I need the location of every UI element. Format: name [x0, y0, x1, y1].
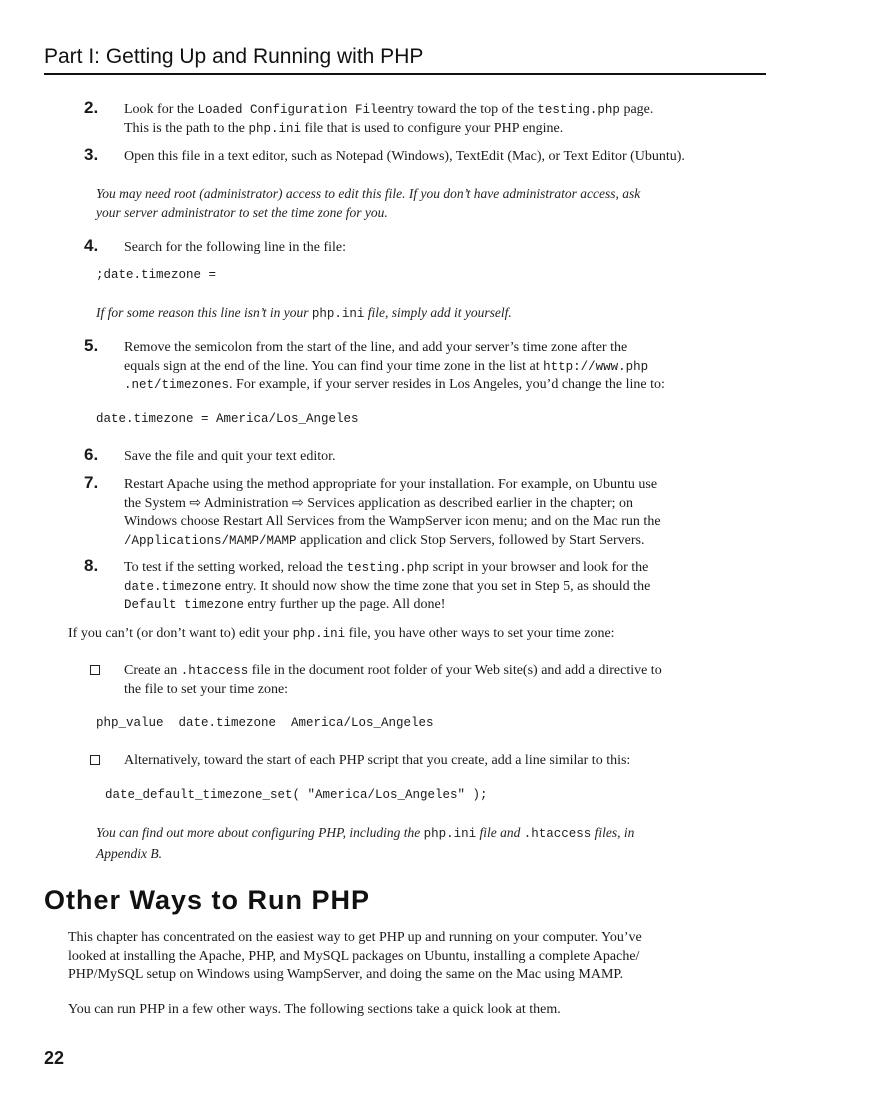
text: Look for the — [124, 102, 198, 117]
step-3 — [84, 145, 774, 167]
code-term: php.ini — [311, 307, 365, 321]
page-number: 22 — [44, 1048, 65, 1068]
url-text: .net/timezones — [124, 378, 230, 392]
code-line-function: date_default_timezone_set( "America/Los_Angeles" ); — [105, 788, 488, 802]
code-term: testing.php — [537, 103, 620, 117]
step-8: 8. To test if the setting worked, reload the testing.php script in your browser and look for the date.timezone entry. It should now show the time zone that you set in Step 5, as should the Default timezone entry further up the page. All done! — [84, 556, 651, 612]
step-number: 3. — [84, 145, 99, 164]
step-number: 2. — [84, 98, 99, 117]
bullet-script: Alternatively, toward the start of each PHP script that you create, add a line similar to this: — [90, 752, 770, 771]
url-text: http://www.php — [543, 359, 649, 374]
code-term: date.timezone — [124, 579, 222, 594]
code-line-timezone: date.timezone = America/Los_Angeles — [96, 412, 359, 426]
note-missing-line: If for some reason this line isn’t in your php.ini file, simply add it yourself. — [96, 305, 512, 321]
section-paragraph-2: You can run PHP in a few other ways. The following sections take a quick look at them. — [68, 1002, 561, 1017]
step-text: Save the file and quit your text editor. — [124, 449, 336, 464]
code-term: php.ini — [248, 121, 301, 136]
checkbox-bullet-icon — [90, 755, 100, 765]
step-text: Open this file in a text editor, such as Notepad (Windows), TextEdit (Mac), or Text Editor (Ubuntu). — [124, 149, 685, 164]
step-5: 5. Remove the semicolon from the start of the line, and add your server’s time zone after the equals sign at the end of the line. You can find your time zone in the list at http://www.php .net/timezones. For example, if your server resides in Los Angeles, you’d change the line to: — [84, 336, 665, 392]
note-appendix: You can find out more about configuring PHP, including the php.ini file and .htaccess files, in Appendix B. — [96, 825, 635, 861]
code-term: php.ini — [423, 827, 477, 841]
note-root-access: You may need root (administrator) access to edit this file. If you don’t have administrator access, ask your server administrator to set the time zone for you. — [96, 186, 641, 220]
step-7: 7. Restart Apache using the method appropriate for your installation. For example, on Ubuntu use the System ⇨ Administration ⇨ Services application as described earlier in the chapter; on Windows choose Restart All Services from the WampServer icon menu; and on the Mac run the /Applications/MAMP/MAMP application and click Stop Servers, followed by Start Servers. — [84, 473, 661, 548]
code-term: .htaccess — [523, 827, 592, 841]
step-4 — [84, 236, 774, 258]
step-number: 5. — [84, 336, 99, 355]
text: entry toward the top of the — [385, 102, 538, 117]
text: This is the path to the — [124, 120, 249, 136]
text: file that is used to configure your PHP engine. — [300, 120, 564, 136]
code-term: php.ini — [292, 627, 346, 641]
step-2 — [84, 98, 774, 138]
bullet-htaccess: Create an .htaccess file in the document root folder of your Web site(s) and add a directive to the file to set your time zone: — [90, 662, 770, 699]
step-number: 7. — [84, 473, 99, 492]
running-head: Part I: Getting Up and Running with PHP — [44, 44, 766, 75]
code-term: testing.php — [346, 561, 430, 575]
section-paragraph-1: This chapter has concentrated on the easiest way to get PHP up and running on your computer. You’ve looked at installing the Apache, PHP, and MySQL packages on Ubuntu, installing a complete Apache/ PHP/MySQL setup on Windows using WampServer, and doing the same on the Mac using MAMP. — [68, 930, 642, 982]
code-term: /Applications/MAMP/MAMP — [124, 533, 297, 548]
step-number: 8. — [84, 556, 99, 575]
step-number: 4. — [84, 236, 99, 255]
code-term: Loaded Configuration File — [197, 103, 386, 117]
checkbox-bullet-icon — [90, 665, 100, 675]
section-title: Other Ways to Run PHP — [44, 885, 371, 915]
step-text: Search for the following line in the file: — [124, 240, 346, 255]
code-term: Default timezone — [124, 598, 245, 612]
code-line-php-value: php_value date.timezone America/Los_Angeles — [96, 716, 434, 730]
step-number: 6. — [84, 445, 99, 464]
code-term: .htaccess — [180, 664, 249, 678]
text: page. — [619, 102, 654, 117]
code-line-commented: ;date.timezone = — [96, 268, 217, 282]
paragraph-other-ways: If you can’t (or don’t want to) edit your php.ini file, you have other ways to set your time zone: — [68, 626, 615, 641]
step-6 — [84, 445, 774, 467]
